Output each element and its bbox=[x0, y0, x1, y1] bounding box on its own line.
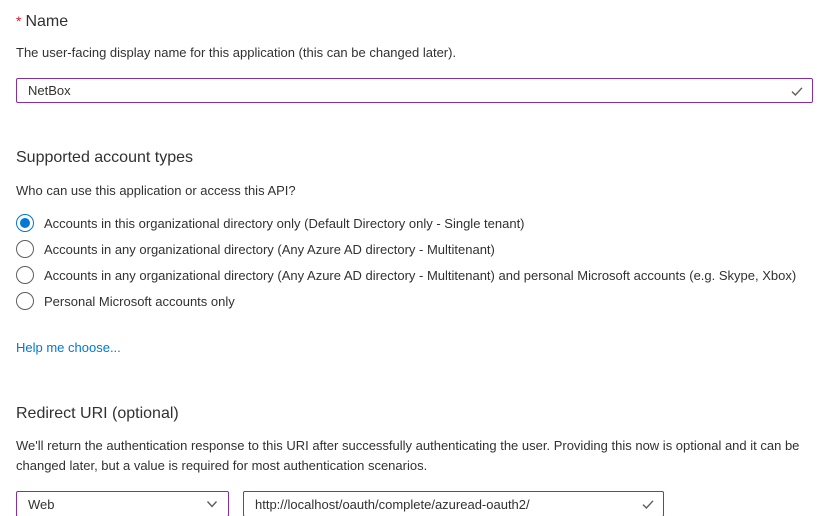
name-description: The user-facing display name for this application (this can be changed later). bbox=[16, 45, 457, 60]
help-me-choose-link[interactable]: Help me choose... bbox=[16, 340, 121, 355]
redirect-uri-description: We'll return the authentication response to this URI after successfully authenticating the user. Providing this now is optional and it can be changed later, but a value is required for most authentication scenarios. bbox=[16, 438, 800, 473]
radio-label: Accounts in any organizational directory (Any Azure AD directory - Multitenant) bbox=[44, 241, 495, 257]
chevron-down-icon bbox=[205, 497, 219, 511]
redirect-uri-input[interactable] bbox=[243, 491, 664, 516]
redirect-uri-heading: Redirect URI (optional) bbox=[16, 405, 179, 422]
account-types-heading: Supported account types bbox=[16, 149, 194, 166]
name-label bbox=[16, 11, 813, 32]
radio-icon[interactable] bbox=[16, 266, 34, 284]
name-input[interactable] bbox=[16, 78, 813, 103]
radio-option-multitenant-personal[interactable] bbox=[16, 262, 813, 288]
account-types-radio-group bbox=[16, 210, 813, 314]
radio-icon[interactable] bbox=[16, 240, 34, 258]
radio-label: Personal Microsoft accounts only bbox=[44, 293, 235, 309]
radio-icon[interactable] bbox=[16, 292, 34, 310]
platform-select-value: Web bbox=[28, 496, 55, 512]
account-types-question: Who can use this application or access this API? bbox=[16, 183, 296, 198]
redirect-uri-row bbox=[16, 491, 813, 516]
radio-label: Accounts in any organizational directory (Any Azure AD directory - Multitenant) and personal Microsoft accounts (e.g. Skype, Xbox) bbox=[44, 267, 797, 283]
radio-option-single-tenant[interactable] bbox=[16, 210, 813, 236]
name-label-text: Name bbox=[25, 13, 69, 30]
radio-icon[interactable] bbox=[16, 214, 34, 232]
uri-input-wrap bbox=[243, 491, 664, 516]
radio-option-multitenant[interactable] bbox=[16, 236, 813, 262]
platform-select[interactable] bbox=[16, 491, 229, 516]
name-input-wrap bbox=[16, 78, 813, 103]
required-asterisk: * bbox=[16, 13, 22, 29]
radio-option-personal-only[interactable] bbox=[16, 288, 813, 314]
radio-label: Accounts in this organizational directory only (Default Directory only - Single tenant) bbox=[44, 215, 525, 231]
